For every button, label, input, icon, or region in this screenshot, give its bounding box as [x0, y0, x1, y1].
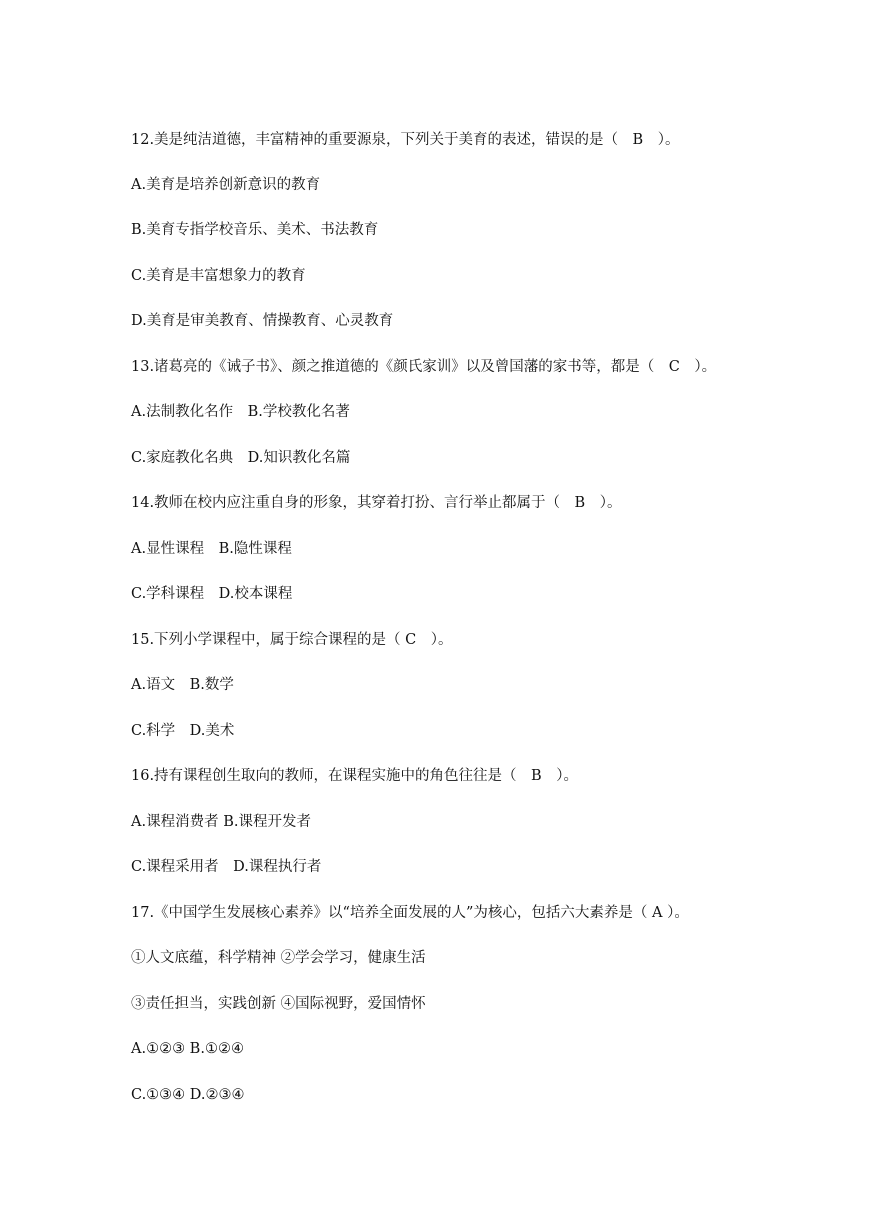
question-17-statements-1-2: ①人文底蕴，科学精神 ②学会学习，健康生活 — [131, 950, 426, 966]
question-17-options-cd: C.①③④ D.②③④ — [131, 1087, 245, 1103]
question-13-stem: 13.诸葛亮的《诫子书》、颜之推道德的《颜氏家训》以及曾国藩的家书等，都是（ C ）。 — [131, 359, 717, 375]
question-12-option-b: B.美育专指学校音乐、美术、书法教育 — [131, 222, 379, 238]
question-16-options-cd: C.课程采用者 D.课程执行者 — [131, 859, 322, 875]
question-12-option-a: A.美育是培养创新意识的教育 — [131, 177, 321, 193]
question-14-stem: 14.教师在校内应注重自身的形象，其穿着打扮、言行举止都属于（ B ）。 — [131, 495, 622, 511]
question-14-options-cd: C.学科课程 D.校本课程 — [131, 586, 293, 602]
question-12-stem: 12.美是纯洁道德，丰富精神的重要源泉，下列关于美育的表述，错误的是（ B ）。 — [131, 132, 680, 148]
question-13-options-ab: A.法制教化名作 B.学校教化名著 — [131, 404, 350, 420]
question-14-options-ab: A.显性课程 B.隐性课程 — [131, 541, 292, 557]
question-15-options-ab: A.语文 B.数学 — [131, 677, 234, 693]
question-16-stem: 16.持有课程创生取向的教师，在课程实施中的角色往往是（ B ）。 — [131, 768, 578, 784]
question-17-statements-3-4: ③责任担当，实践创新 ④国际视野，爱国情怀 — [131, 996, 426, 1012]
question-12-option-d: D.美育是审美教育、情操教育、心灵教育 — [131, 313, 394, 329]
question-15-stem: 15.下列小学课程中，属于综合课程的是（ C ）。 — [131, 632, 453, 648]
question-13-options-cd: C.家庭教化名典 D.知识教化名篇 — [131, 450, 351, 466]
question-15-options-cd: C.科学 D.美术 — [131, 723, 235, 739]
question-17-options-ab: A.①②③ B.①②④ — [131, 1041, 244, 1057]
question-16-options-ab: A.课程消费者 B.课程开发者 — [131, 814, 311, 830]
question-17-stem: 17.《中国学生发展核心素养》以“培养全面发展的人”为核心，包括六大素养是（ A ）。 — [131, 905, 689, 921]
question-12-option-c: C.美育是丰富想象力的教育 — [131, 268, 306, 284]
